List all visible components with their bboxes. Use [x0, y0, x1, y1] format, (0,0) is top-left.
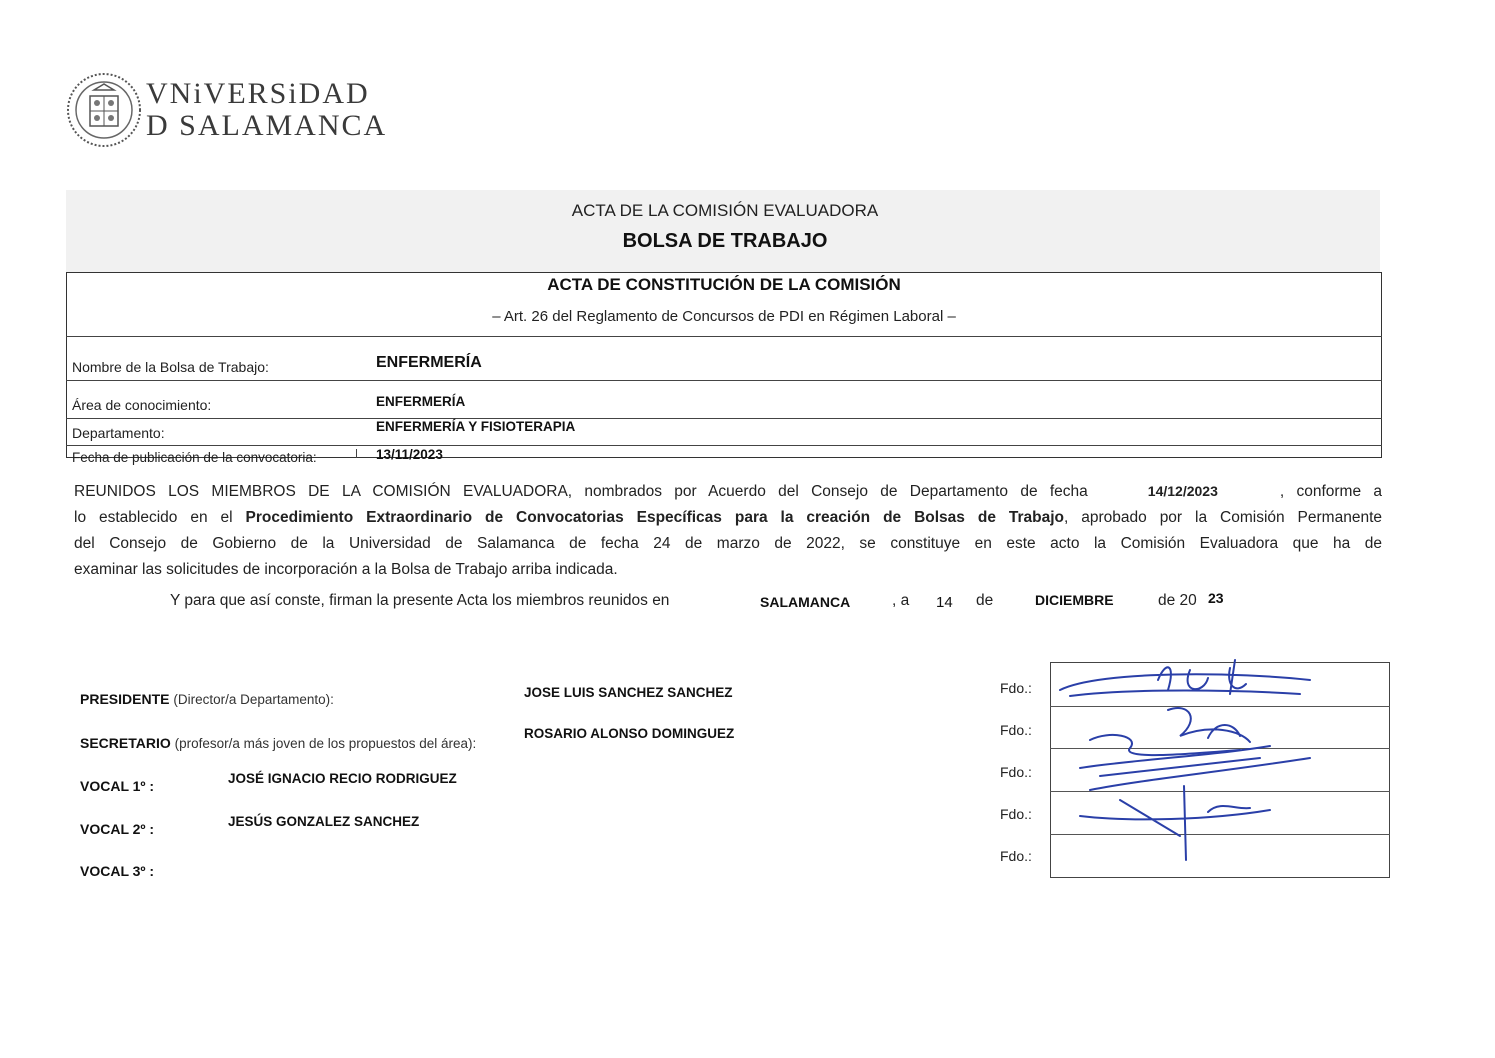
paragraph-text: , conforme a — [1279, 483, 1383, 500]
member-name-secretario: ROSARIO ALONSO DOMINGUEZ — [524, 726, 735, 741]
header-subtitle: ACTA DE LA COMISIÓN EVALUADORA — [571, 201, 879, 220]
field-label-departamento: Departamento: — [72, 425, 165, 441]
signing-month: DICIEMBRE — [1035, 592, 1114, 608]
paragraph-text: , aprobado por la Comisión Permanente — [1064, 509, 1382, 526]
member-role-vocal1 — [80, 778, 154, 794]
role-name: PRESIDENTE — [80, 691, 170, 707]
field-value-departamento: ENFERMERÍA Y FISIOTERAPIA — [376, 419, 576, 434]
signing-sep-a: , a — [892, 592, 910, 609]
member-name-presidente: JOSE LUIS SANCHEZ SANCHEZ — [524, 685, 733, 700]
signing-year-suffix: 23 — [1208, 590, 1224, 606]
field-value-area: ENFERMERÍA — [376, 394, 466, 409]
signing-sep-de: de — [976, 592, 994, 609]
fdo-label: Fdo.: — [1000, 680, 1032, 696]
field-label-area: Área de conocimiento: — [72, 397, 212, 413]
field-value-bolsa: ENFERMERÍA — [376, 354, 482, 371]
fdo-label: Fdo.: — [1000, 764, 1032, 780]
row-divider — [66, 336, 1382, 337]
procedure-name: Procedimiento Extraordinario de Convocatorias Específicas para la creación de Bolsas de Trabajo — [245, 509, 1065, 526]
signing-day: 14 — [936, 594, 953, 611]
council-date: 14/12/2023 — [1147, 483, 1218, 499]
row-divider — [66, 418, 1382, 419]
paragraph-line — [74, 478, 1382, 505]
member-name-vocal1: JOSÉ IGNACIO RECIO RODRIGUEZ — [228, 771, 457, 786]
signature-vocal2 — [1080, 786, 1270, 860]
paragraph-text: lo establecido en el — [74, 509, 233, 526]
signing-year-prefix: de 20 — [1158, 592, 1197, 609]
role-name: VOCAL 2º : — [80, 821, 155, 837]
member-role-presidente — [80, 691, 334, 707]
body-paragraph — [74, 478, 1382, 583]
signing-place: SALAMANCA — [760, 594, 851, 610]
role-name: VOCAL 3º : — [80, 863, 155, 879]
paragraph-line — [74, 505, 1382, 531]
member-role-secretario — [80, 735, 476, 751]
box-subtitle: – Art. 26 del Reglamento de Concursos de PDI en Régimen Laboral – — [492, 308, 956, 325]
role-note: (profesor/a más joven de los propuestos del área): — [174, 736, 477, 751]
role-name: VOCAL 1º : — [80, 778, 155, 794]
signature-secretario — [1090, 708, 1250, 755]
university-logo — [146, 78, 387, 142]
handwritten-signatures — [1040, 650, 1370, 870]
field-label-bolsa: Nombre de la Bolsa de Trabajo: — [72, 359, 269, 375]
paragraph-text: REUNIDOS LOS MIEMBROS DE LA COMISIÓN EVALUADORA, nombrados por Acuerdo del Consejo de Departamento de fecha — [74, 483, 1088, 500]
fdo-label: Fdo.: — [1000, 806, 1032, 822]
row-divider — [66, 380, 1382, 381]
logo-line-2: D SALAMANCA — [146, 109, 388, 142]
paragraph-line: del Consejo de Gobierno de la Universidad de Salamanca de fecha 24 de marzo de 2022, se constituye en este acto la Comisión Evaluadora que ha de — [74, 535, 1382, 552]
member-role-vocal2 — [80, 821, 154, 837]
fdo-label: Fdo.: — [1000, 848, 1032, 864]
signature-presidente — [1060, 660, 1310, 696]
signing-intro: Y para que así conste, firman la presente Acta los miembros reunidos en — [170, 592, 670, 609]
column-divider — [356, 449, 357, 458]
fdo-label: Fdo.: — [1000, 722, 1032, 738]
header-title: BOLSA DE TRABAJO — [622, 230, 828, 252]
field-label-fecha: Fecha de publicación de la convocatoria: — [72, 450, 317, 465]
row-divider — [66, 445, 1382, 446]
field-value-fecha: 13/11/2023 — [376, 447, 443, 462]
member-name-vocal2: JESÚS GONZALEZ SANCHEZ — [228, 814, 420, 829]
role-name: SECRETARIO — [80, 735, 171, 751]
member-role-vocal3 — [80, 863, 154, 879]
role-note: (Director/a Departamento): — [173, 692, 334, 707]
box-title: ACTA DE CONSTITUCIÓN DE LA COMISIÓN — [547, 275, 901, 294]
paragraph-line: examinar las solicitudes de incorporación a la Bolsa de Trabajo arriba indicada. — [74, 561, 618, 578]
logo-line-1: VNiVERSiDAD — [146, 77, 370, 110]
university-seal-icon — [66, 72, 142, 148]
